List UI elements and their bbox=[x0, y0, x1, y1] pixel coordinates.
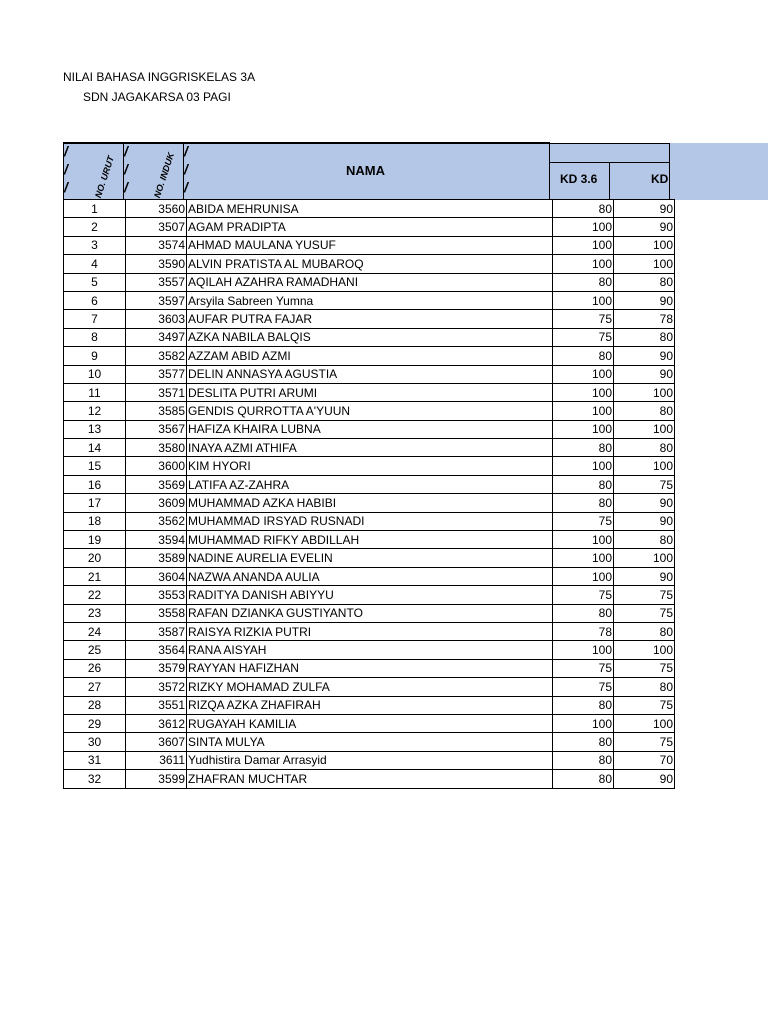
kd-3-6-score-cell: 80 bbox=[553, 733, 614, 751]
kd-3-6-score-cell: 100 bbox=[553, 218, 614, 236]
kd-score-cell: 78 bbox=[614, 310, 675, 328]
student-id-cell: 3611 bbox=[126, 751, 187, 769]
student-name-cell: INAYA AZMI ATHIFA bbox=[187, 439, 553, 457]
student-id-cell: 3571 bbox=[126, 383, 187, 401]
kd-score-cell: 80 bbox=[614, 531, 675, 549]
student-name-cell: AQILAH AZAHRA RAMADHANI bbox=[187, 273, 553, 291]
student-name-cell: MUHAMMAD RIFKY ABDILLAH bbox=[187, 531, 553, 549]
row-number-cell: 1 bbox=[64, 200, 126, 218]
kd-3-6-score-cell: 80 bbox=[553, 439, 614, 457]
student-name-cell: RIZKY MOHAMAD ZULFA bbox=[187, 678, 553, 696]
table-row bbox=[64, 659, 675, 677]
row-number-cell: 6 bbox=[64, 291, 126, 309]
kd-3-6-score-cell: 80 bbox=[553, 604, 614, 622]
kd-3-6-score-cell: 100 bbox=[553, 365, 614, 383]
student-id-cell: 3612 bbox=[126, 714, 187, 732]
student-id-cell: 3551 bbox=[126, 696, 187, 714]
table-row bbox=[64, 696, 675, 714]
student-name-cell: MUHAMMAD IRSYAD RUSNADI bbox=[187, 512, 553, 530]
table-row bbox=[64, 586, 675, 604]
row-number-cell: 10 bbox=[64, 365, 126, 383]
kd-score-cell: 80 bbox=[614, 439, 675, 457]
kd-score-cell: 100 bbox=[614, 714, 675, 732]
header-top-border-kd bbox=[550, 143, 670, 144]
table-row bbox=[64, 641, 675, 659]
row-number-cell: 11 bbox=[64, 383, 126, 401]
student-id-cell: 3557 bbox=[126, 273, 187, 291]
student-id-cell: 3577 bbox=[126, 365, 187, 383]
kd-score-cell: 80 bbox=[614, 622, 675, 640]
student-name-cell: KIM HYORI bbox=[187, 457, 553, 475]
student-id-cell: 3560 bbox=[126, 200, 187, 218]
table-row bbox=[64, 236, 675, 254]
kd-3-6-score-cell: 100 bbox=[553, 236, 614, 254]
student-name-cell: ZHAFRAN MUCHTAR bbox=[187, 770, 553, 788]
row-number-cell: 27 bbox=[64, 678, 126, 696]
table-row bbox=[64, 622, 675, 640]
kd-score-cell: 80 bbox=[614, 402, 675, 420]
student-name-cell: SINTA MULYA bbox=[187, 733, 553, 751]
header-slash-mark: / bbox=[184, 143, 188, 159]
header-kd-3-6: KD 3.6 bbox=[560, 172, 598, 186]
table-row bbox=[64, 678, 675, 696]
row-number-cell: 23 bbox=[64, 604, 126, 622]
kd-3-6-score-cell: 100 bbox=[553, 641, 614, 659]
row-number-cell: 21 bbox=[64, 567, 126, 585]
student-id-cell: 3574 bbox=[126, 236, 187, 254]
table-row bbox=[64, 531, 675, 549]
kd-score-cell: 75 bbox=[614, 733, 675, 751]
table-row bbox=[64, 475, 675, 493]
kd-3-6-score-cell: 80 bbox=[553, 475, 614, 493]
table-row bbox=[64, 751, 675, 769]
student-name-cell: Arsyila Sabreen Yumna bbox=[187, 291, 553, 309]
header-slash-mark: / bbox=[64, 143, 68, 159]
table-row bbox=[64, 567, 675, 585]
student-id-cell: 3609 bbox=[126, 494, 187, 512]
student-id-cell: 3582 bbox=[126, 347, 187, 365]
kd-score-cell: 90 bbox=[614, 567, 675, 585]
row-number-cell: 7 bbox=[64, 310, 126, 328]
header-slash-mark: / bbox=[124, 179, 128, 195]
kd-3-6-score-cell: 100 bbox=[553, 714, 614, 732]
student-name-cell: RAYYAN HAFIZHAN bbox=[187, 659, 553, 677]
kd-3-6-score-cell: 100 bbox=[553, 291, 614, 309]
row-number-cell: 30 bbox=[64, 733, 126, 751]
kd-3-6-score-cell: 75 bbox=[553, 310, 614, 328]
student-id-cell: 3562 bbox=[126, 512, 187, 530]
header-kd: KD bbox=[651, 172, 669, 186]
header-slash-mark: / bbox=[124, 161, 128, 177]
student-name-cell: ABIDA MEHRUNISA bbox=[187, 200, 553, 218]
student-id-cell: 3497 bbox=[126, 328, 187, 346]
row-number-cell: 24 bbox=[64, 622, 126, 640]
kd-score-cell: 100 bbox=[614, 236, 675, 254]
student-name-cell: RADITYA DANISH ABIYYU bbox=[187, 586, 553, 604]
kd-score-cell: 100 bbox=[614, 255, 675, 273]
kd-3-6-score-cell: 100 bbox=[553, 549, 614, 567]
kd-score-cell: 100 bbox=[614, 549, 675, 567]
student-id-cell: 3585 bbox=[126, 402, 187, 420]
row-number-cell: 25 bbox=[64, 641, 126, 659]
table-row bbox=[64, 457, 675, 475]
header-slash-mark: / bbox=[64, 161, 68, 177]
kd-3-6-score-cell: 100 bbox=[553, 402, 614, 420]
row-number-cell: 22 bbox=[64, 586, 126, 604]
kd-3-6-score-cell: 75 bbox=[553, 586, 614, 604]
student-name-cell: Yudhistira Damar Arrasyid bbox=[187, 751, 553, 769]
student-id-cell: 3599 bbox=[126, 770, 187, 788]
row-number-cell: 13 bbox=[64, 420, 126, 438]
kd-score-cell: 80 bbox=[614, 678, 675, 696]
student-id-cell: 3607 bbox=[126, 733, 187, 751]
row-number-cell: 8 bbox=[64, 328, 126, 346]
student-id-cell: 3569 bbox=[126, 475, 187, 493]
student-name-cell: RAISYA RIZKIA PUTRI bbox=[187, 622, 553, 640]
table-row bbox=[64, 200, 675, 218]
kd-score-cell: 75 bbox=[614, 475, 675, 493]
header-slash-mark: / bbox=[124, 143, 128, 159]
row-number-cell: 15 bbox=[64, 457, 126, 475]
kd-3-6-score-cell: 75 bbox=[553, 512, 614, 530]
student-name-cell: GENDIS QURROTTA A'YUUN bbox=[187, 402, 553, 420]
kd-3-6-score-cell: 100 bbox=[553, 567, 614, 585]
kd-score-cell: 75 bbox=[614, 696, 675, 714]
table-row bbox=[64, 714, 675, 732]
row-number-cell: 4 bbox=[64, 255, 126, 273]
row-number-cell: 32 bbox=[64, 770, 126, 788]
header-top-border bbox=[63, 142, 550, 144]
kd-score-cell: 90 bbox=[614, 291, 675, 309]
student-name-cell: RANA AISYAH bbox=[187, 641, 553, 659]
header-slash-mark: / bbox=[64, 179, 68, 195]
row-number-cell: 17 bbox=[64, 494, 126, 512]
kd-score-cell: 90 bbox=[614, 512, 675, 530]
header-divider bbox=[609, 162, 610, 200]
table-row bbox=[64, 365, 675, 383]
grades-table bbox=[63, 199, 675, 789]
row-number-cell: 2 bbox=[64, 218, 126, 236]
kd-score-cell: 90 bbox=[614, 494, 675, 512]
student-id-cell: 3604 bbox=[126, 567, 187, 585]
student-name-cell: AGAM PRADIPTA bbox=[187, 218, 553, 236]
kd-3-6-score-cell: 80 bbox=[553, 751, 614, 769]
table-row bbox=[64, 347, 675, 365]
table-row bbox=[64, 604, 675, 622]
student-name-cell: AZKA NABILA BALQIS bbox=[187, 328, 553, 346]
row-number-cell: 14 bbox=[64, 439, 126, 457]
table-row bbox=[64, 291, 675, 309]
kd-3-6-score-cell: 100 bbox=[553, 420, 614, 438]
row-number-cell: 31 bbox=[64, 751, 126, 769]
table-row bbox=[64, 549, 675, 567]
kd-score-cell: 90 bbox=[614, 218, 675, 236]
kd-3-6-score-cell: 80 bbox=[553, 770, 614, 788]
table-row bbox=[64, 733, 675, 751]
student-name-cell: HAFIZA KHAIRA LUBNA bbox=[187, 420, 553, 438]
kd-3-6-score-cell: 80 bbox=[553, 273, 614, 291]
student-name-cell: MUHAMMAD AZKA HABIBI bbox=[187, 494, 553, 512]
kd-3-6-score-cell: 80 bbox=[553, 347, 614, 365]
table-row bbox=[64, 273, 675, 291]
student-name-cell: AUFAR PUTRA FAJAR bbox=[187, 310, 553, 328]
kd-score-cell: 70 bbox=[614, 751, 675, 769]
kd-score-cell: 100 bbox=[614, 383, 675, 401]
table-row bbox=[64, 770, 675, 788]
kd-3-6-score-cell: 80 bbox=[553, 696, 614, 714]
row-number-cell: 12 bbox=[64, 402, 126, 420]
student-name-cell: AZZAM ABID AZMI bbox=[187, 347, 553, 365]
table-row bbox=[64, 402, 675, 420]
kd-score-cell: 90 bbox=[614, 200, 675, 218]
student-name-cell: RIZQA AZKA ZHAFIRAH bbox=[187, 696, 553, 714]
row-number-cell: 26 bbox=[64, 659, 126, 677]
table-row bbox=[64, 512, 675, 530]
kd-3-6-score-cell: 100 bbox=[553, 255, 614, 273]
kd-3-6-score-cell: 78 bbox=[553, 622, 614, 640]
row-number-cell: 28 bbox=[64, 696, 126, 714]
kd-3-6-score-cell: 80 bbox=[553, 200, 614, 218]
kd-score-cell: 90 bbox=[614, 770, 675, 788]
row-number-cell: 3 bbox=[64, 236, 126, 254]
header-mid-border-kd bbox=[550, 162, 670, 163]
document-title: NILAI BAHASA INGGRISKELAS 3A bbox=[63, 70, 256, 84]
kd-3-6-score-cell: 75 bbox=[553, 328, 614, 346]
kd-score-cell: 100 bbox=[614, 420, 675, 438]
kd-score-cell: 100 bbox=[614, 457, 675, 475]
kd-score-cell: 100 bbox=[614, 641, 675, 659]
kd-score-cell: 75 bbox=[614, 659, 675, 677]
student-id-cell: 3587 bbox=[126, 622, 187, 640]
table-row bbox=[64, 383, 675, 401]
student-id-cell: 3597 bbox=[126, 291, 187, 309]
student-name-cell: LATIFA AZ-ZAHRA bbox=[187, 475, 553, 493]
table-row bbox=[64, 439, 675, 457]
table-row bbox=[64, 420, 675, 438]
student-id-cell: 3558 bbox=[126, 604, 187, 622]
student-name-cell: RAFAN DZIANKA GUSTIYANTO bbox=[187, 604, 553, 622]
kd-3-6-score-cell: 75 bbox=[553, 659, 614, 677]
table-row bbox=[64, 494, 675, 512]
student-name-cell: AHMAD MAULANA YUSUF bbox=[187, 236, 553, 254]
student-name-cell: DELIN ANNASYA AGUSTIA bbox=[187, 365, 553, 383]
row-number-cell: 9 bbox=[64, 347, 126, 365]
row-number-cell: 16 bbox=[64, 475, 126, 493]
table-row bbox=[64, 218, 675, 236]
row-number-cell: 20 bbox=[64, 549, 126, 567]
student-id-cell: 3553 bbox=[126, 586, 187, 604]
row-number-cell: 29 bbox=[64, 714, 126, 732]
student-id-cell: 3567 bbox=[126, 420, 187, 438]
kd-score-cell: 75 bbox=[614, 604, 675, 622]
student-id-cell: 3507 bbox=[126, 218, 187, 236]
student-id-cell: 3600 bbox=[126, 457, 187, 475]
header-divider bbox=[549, 143, 550, 200]
table-row bbox=[64, 255, 675, 273]
header-divider bbox=[669, 143, 670, 200]
kd-score-cell: 90 bbox=[614, 347, 675, 365]
kd-score-cell: 75 bbox=[614, 586, 675, 604]
student-id-cell: 3572 bbox=[126, 678, 187, 696]
student-name-cell: DESLITA PUTRI ARUMI bbox=[187, 383, 553, 401]
kd-3-6-score-cell: 100 bbox=[553, 383, 614, 401]
student-id-cell: 3590 bbox=[126, 255, 187, 273]
row-number-cell: 5 bbox=[64, 273, 126, 291]
student-name-cell: ALVIN PRATISTA AL MUBAROQ bbox=[187, 255, 553, 273]
student-name-cell: NADINE AURELIA EVELIN bbox=[187, 549, 553, 567]
kd-3-6-score-cell: 80 bbox=[553, 494, 614, 512]
kd-3-6-score-cell: 100 bbox=[553, 531, 614, 549]
kd-score-cell: 90 bbox=[614, 365, 675, 383]
student-id-cell: 3580 bbox=[126, 439, 187, 457]
header-slash-mark: / bbox=[184, 161, 188, 177]
header-no-induk: NO. INDUK bbox=[152, 151, 177, 200]
student-id-cell: 3594 bbox=[126, 531, 187, 549]
row-number-cell: 18 bbox=[64, 512, 126, 530]
school-name: SDN JAGAKARSA 03 PAGI bbox=[83, 90, 231, 104]
student-id-cell: 3579 bbox=[126, 659, 187, 677]
table-row bbox=[64, 310, 675, 328]
student-id-cell: 3603 bbox=[126, 310, 187, 328]
kd-3-6-score-cell: 100 bbox=[553, 457, 614, 475]
kd-score-cell: 80 bbox=[614, 328, 675, 346]
header-nama: NAMA bbox=[346, 163, 385, 178]
student-id-cell: 3589 bbox=[126, 549, 187, 567]
header-no-urut: NO. URUT bbox=[93, 154, 116, 200]
header-slash-mark: / bbox=[184, 179, 188, 195]
row-number-cell: 19 bbox=[64, 531, 126, 549]
table-row bbox=[64, 328, 675, 346]
student-id-cell: 3564 bbox=[126, 641, 187, 659]
kd-score-cell: 80 bbox=[614, 273, 675, 291]
kd-3-6-score-cell: 75 bbox=[553, 678, 614, 696]
student-name-cell: NAZWA ANANDA AULIA bbox=[187, 567, 553, 585]
student-name-cell: RUGAYAH KAMILIA bbox=[187, 714, 553, 732]
